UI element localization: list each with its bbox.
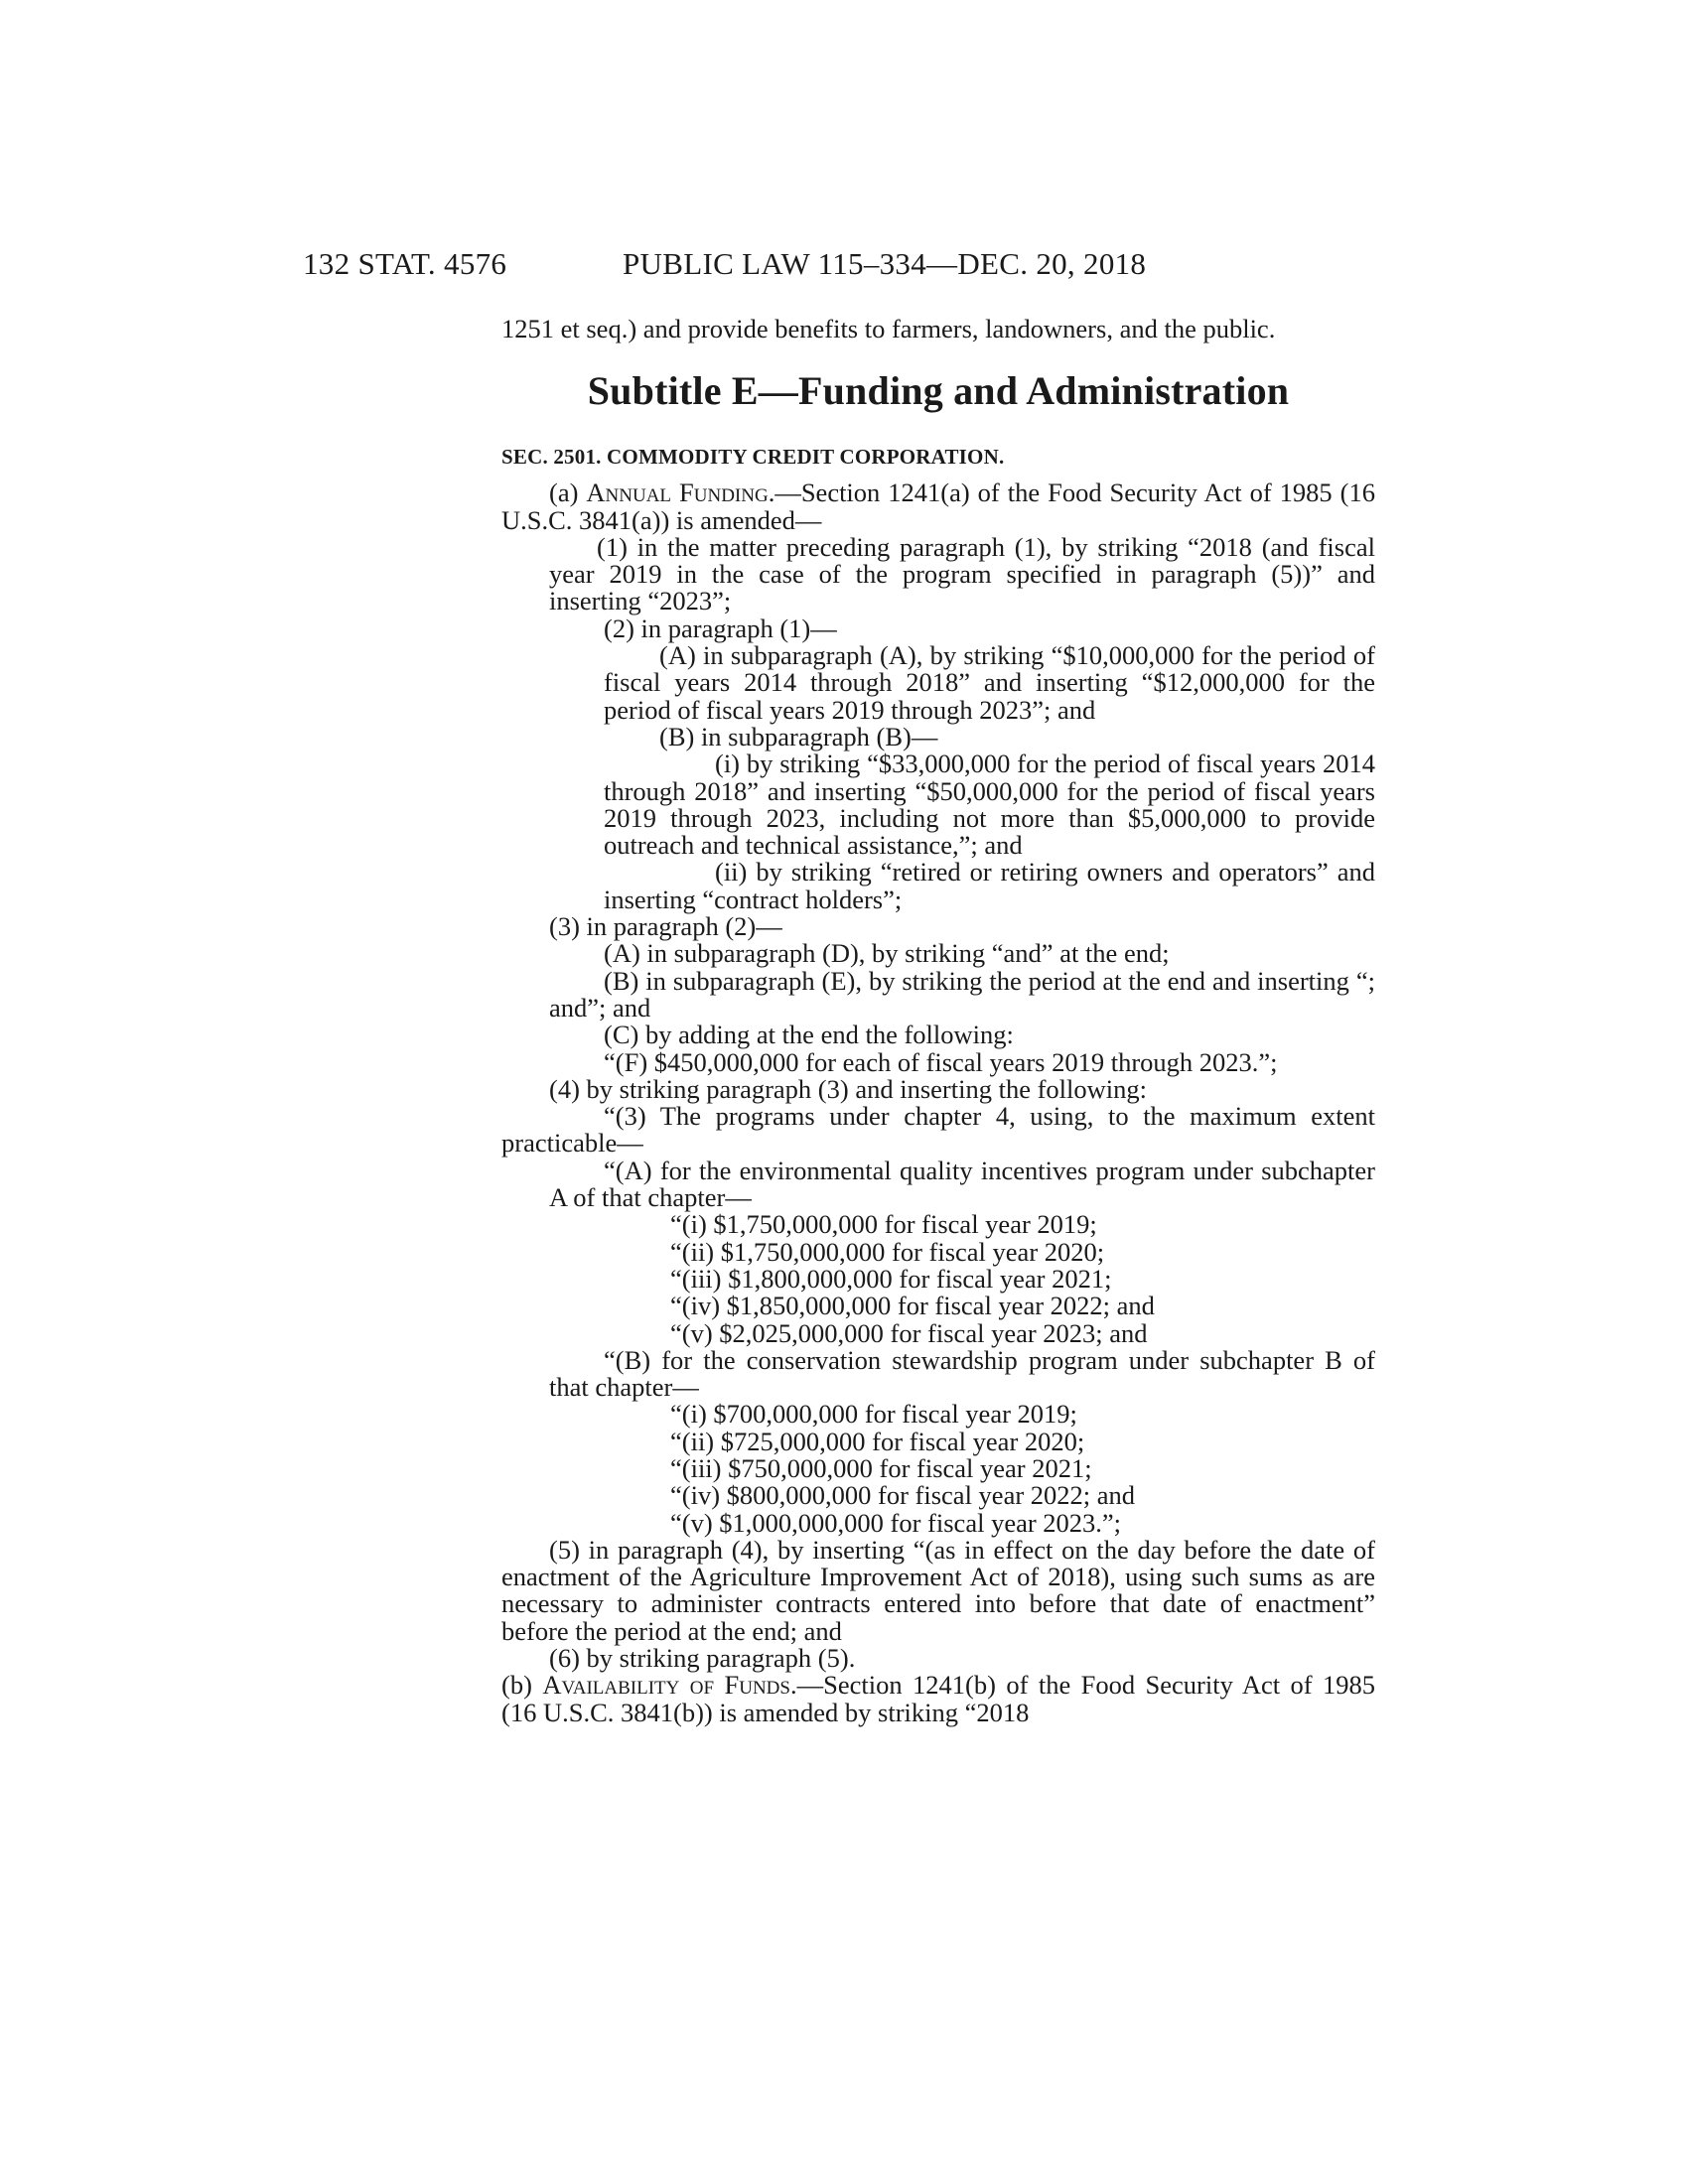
subsection-a-marker: (a) (549, 478, 579, 508)
quoted-paragraph-3: “(3) The programs under chapter 4, using, to the maximum extent practicable— (501, 1101, 1375, 1159)
quoted-B-i: “(i) $700,000,000 for fiscal year 2019; (670, 1399, 1077, 1430)
item-3-B: (B) in subparagraph (E), by striking the period at the end and inserting “; and”; and (549, 965, 1375, 1023)
subsection-a-text: .—Section 1241(a) of the Food Security Act of 1985 (16 U.S.C. 3841(a)) is amended— (501, 478, 1375, 535)
subsection-b-marker: (b) (501, 1670, 532, 1701)
item-3: (3) in paragraph (2)— (549, 911, 782, 942)
quoted-A-i: “(i) $1,750,000,000 for fiscal year 2019; (670, 1209, 1097, 1240)
item-2-A: (A) in subparagraph (A), by striking “$10,000,000 for the period of fiscal years 2014 through 2018” and inserting “$12,000,000 for the period of fiscal years 2019 through 2023”; and (604, 640, 1375, 725)
subsection-b (501, 1672, 1375, 1726)
item-2: (2) in paragraph (1)— (604, 613, 837, 643)
section-heading: SEC. 2501. COMMODITY CREDIT CORPORATION. (501, 445, 1005, 470)
item-1: (1) in the matter preceding paragraph (1), by striking “2018 (and fiscal year 2019 in the case of the program specified in paragraph (5))” and inserting “2023”; (549, 531, 1375, 616)
item-3-C: (C) by adding at the end the following: (604, 1020, 1014, 1050)
item-2-B-ii: (ii) by striking “retired or retiring owners and operators” and inserting “contract holders”; (604, 857, 1375, 914)
item-2-B-i: (i) by striking “$33,000,000 for the period of fiscal years 2014 through 2018” and inserting “$50,000,000 for the period of fiscal years 2019 through 2023, including not more than $5,000,000 to provide outreach and technical assistance,”; and (604, 749, 1375, 861)
intro-continuation: 1251 et seq.) and provide benefits to farmers, landowners, and the public. (501, 314, 1276, 343)
quoted-B-ii: “(ii) $725,000,000 for fiscal year 2020; (670, 1426, 1085, 1456)
item-3-A: (A) in subparagraph (D), by striking “and” at the end; (604, 938, 1170, 969)
page-body (501, 316, 1375, 1726)
statute-page-number: 132 STAT. 4576 (303, 246, 507, 281)
quoted-subparagraph-B: “(B) for the conservation stewardship program under subchapter B of that chapter— (549, 1344, 1375, 1403)
quoted-B-iv: “(iv) $800,000,000 for fiscal year 2022; and (670, 1480, 1136, 1511)
quoted-B-iii: “(iii) $750,000,000 for fiscal year 2021; (670, 1452, 1092, 1483)
subsection-b-caption: Availability of Funds (542, 1670, 790, 1701)
quoted-A-v: “(v) $2,025,000,000 for fiscal year 2023; and (670, 1317, 1148, 1348)
subsection-b-text: .—Section 1241(b) of the Food Security Act of 1985 (16 U.S.C. 3841(b)) is amended by striking “2018 (501, 1670, 1375, 1727)
quoted-subparagraph-A: “(A) for the environmental quality incentives program under subchapter A of that chapter— (549, 1155, 1375, 1213)
quoted-A-ii: “(ii) $1,750,000,000 for fiscal year 2020; (670, 1236, 1105, 1267)
item-4: (4) by striking paragraph (3) and inserting the following: (549, 1073, 1147, 1104)
item-2-B: (B) in subparagraph (B)— (659, 721, 938, 751)
item-6: (6) by striking paragraph (5). (549, 1643, 856, 1674)
quoted-B-v: “(v) $1,000,000,000 for fiscal year 2023.”; (670, 1507, 1122, 1538)
public-law-citation: PUBLIC LAW 115–334—DEC. 20, 2018 (623, 246, 1147, 281)
quoted-A-iv: “(iv) $1,850,000,000 for fiscal year 2022; and (670, 1291, 1155, 1321)
subtitle-heading: Subtitle E—Funding and Administration (587, 368, 1290, 414)
quoted-A-iii: “(iii) $1,800,000,000 for fiscal year 2021; (670, 1263, 1112, 1294)
item-3-F-quoted: “(F) $450,000,000 for each of fiscal years 2019 through 2023.”; (604, 1046, 1278, 1077)
subsection-a (501, 479, 1375, 534)
item-5: (5) in paragraph (4), by inserting “(as in effect on the day before the date of enactment of the Agriculture Improvement Act of 2018), using such sums as are necessary to administer contracts entered into before that date of enactment” before the period at the end; and (501, 1534, 1375, 1646)
subsection-a-caption: Annual Funding (586, 478, 769, 508)
